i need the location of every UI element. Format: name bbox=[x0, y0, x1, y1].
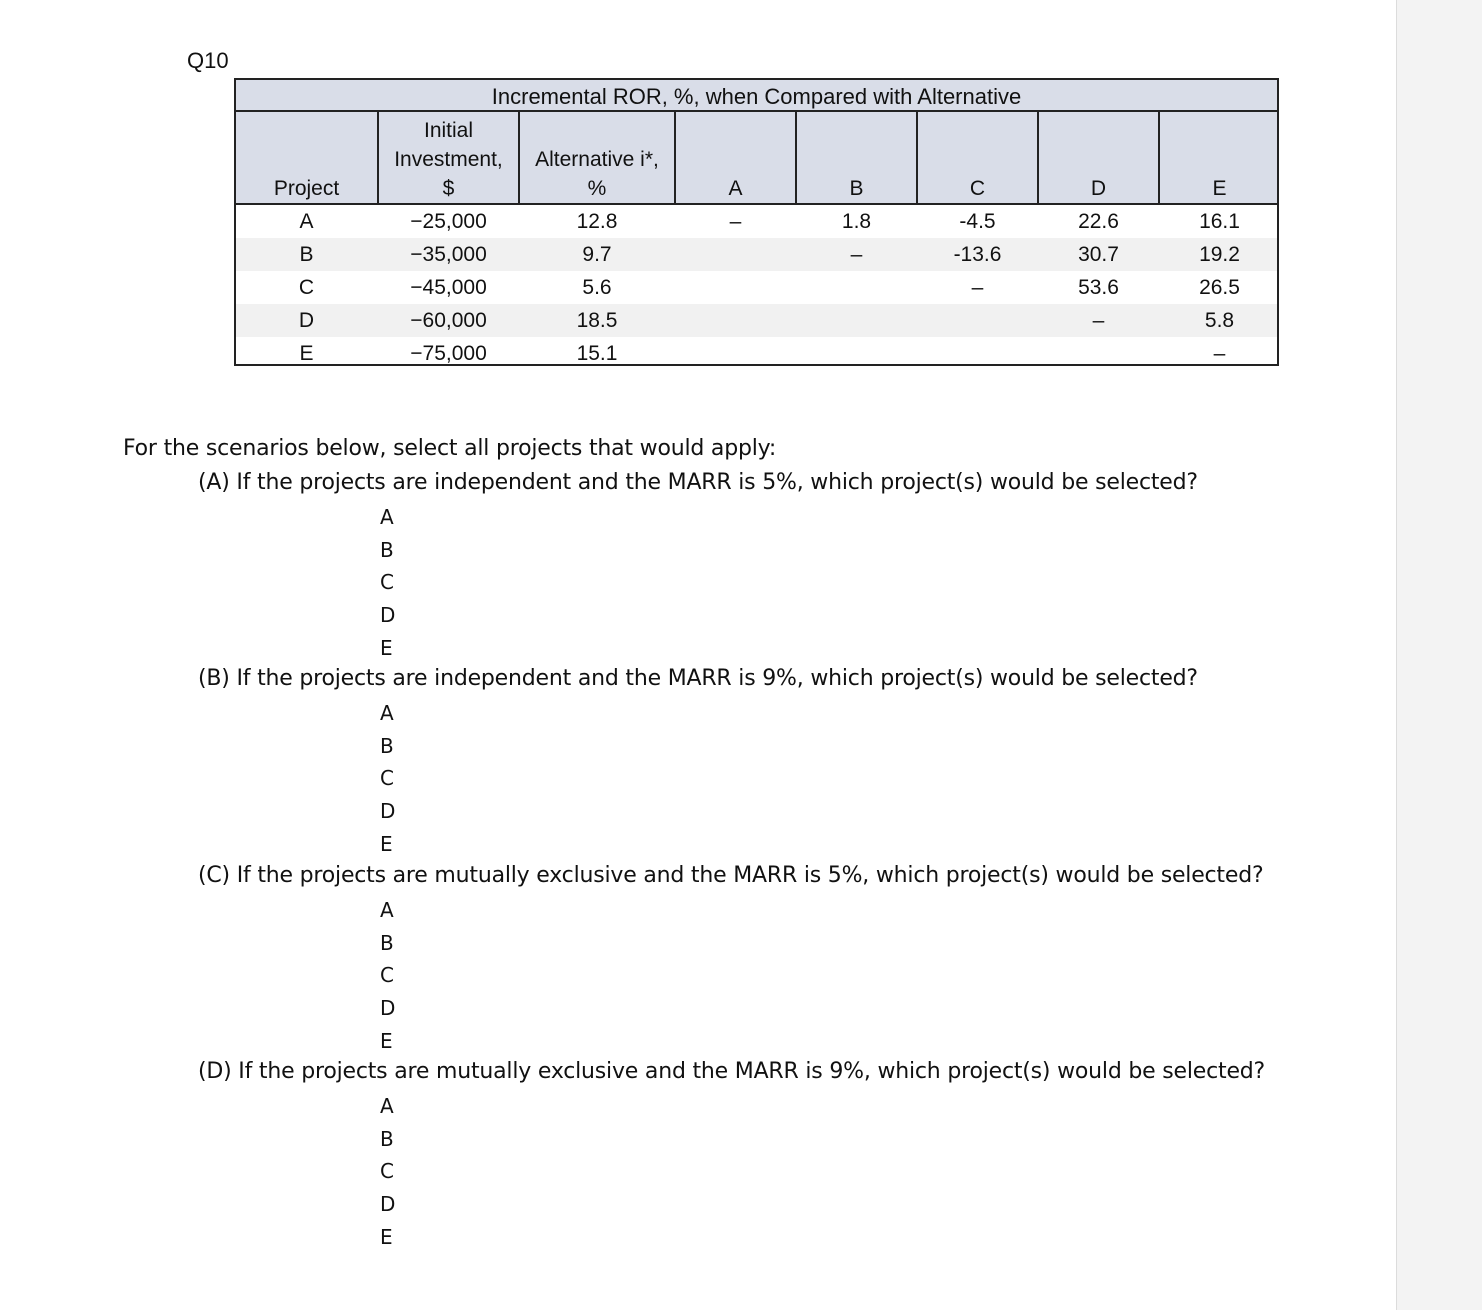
cell-project: D bbox=[298, 309, 315, 332]
answer-option[interactable]: A bbox=[380, 1094, 394, 1118]
cell-incremental-ror: – bbox=[850, 243, 863, 266]
cell-incremental-ror: 22.6 bbox=[1078, 210, 1119, 233]
cell-incremental-ror: 30.7 bbox=[1078, 243, 1119, 266]
cell-incremental-ror bbox=[1039, 337, 1158, 370]
cell-investment: −35,000 bbox=[410, 243, 487, 266]
answer-option[interactable]: E bbox=[380, 831, 393, 856]
answer-option[interactable]: A bbox=[380, 701, 394, 725]
cell-investment: −60,000 bbox=[410, 309, 487, 332]
question-c: (C) If the projects are mutually exclusive and the MARR is 5%, which project(s) would be selected? bbox=[198, 863, 1264, 888]
cell-alt-rate: 12.8 bbox=[576, 210, 618, 233]
answer-option[interactable]: E bbox=[380, 635, 393, 660]
header-col-c: C bbox=[969, 177, 986, 200]
cell-incremental-ror bbox=[676, 304, 795, 337]
table-row bbox=[236, 238, 1277, 271]
side-panel bbox=[1396, 0, 1482, 1310]
cell-incremental-ror: – bbox=[1092, 309, 1105, 332]
cell-incremental-ror: -4.5 bbox=[959, 210, 996, 233]
table-header-row bbox=[236, 112, 1277, 205]
cell-incremental-ror: 26.5 bbox=[1199, 276, 1240, 299]
answer-option[interactable]: C bbox=[380, 766, 394, 791]
answer-option[interactable]: D bbox=[380, 799, 396, 824]
cell-incremental-ror: 5.8 bbox=[1204, 309, 1235, 332]
cell-incremental-ror: 1.8 bbox=[841, 210, 872, 233]
cell-incremental-ror: 53.6 bbox=[1078, 276, 1119, 299]
cell-incremental-ror bbox=[676, 337, 795, 370]
cell-alt-rate: 18.5 bbox=[576, 309, 618, 332]
table-title-row bbox=[236, 80, 1277, 112]
header-col-b: B bbox=[849, 177, 864, 200]
question-a: (A) If the projects are independent and the MARR is 5%, which project(s) would be selected? bbox=[198, 470, 1198, 495]
cell-investment: −45,000 bbox=[410, 276, 487, 299]
header-initial-investment: Initial Investment, $ bbox=[394, 119, 503, 200]
instructions: For the scenarios below, select all projects that would apply: bbox=[123, 436, 777, 461]
answer-option[interactable]: C bbox=[380, 963, 394, 988]
answer-option[interactable]: B bbox=[380, 1126, 394, 1151]
table-title: Incremental ROR, %, when Compared with Alternative bbox=[491, 84, 1022, 109]
table-row bbox=[236, 304, 1277, 337]
header-col-e: E bbox=[1212, 177, 1227, 200]
answer-option[interactable]: C bbox=[380, 1159, 394, 1184]
cell-project: A bbox=[299, 210, 314, 233]
cell-incremental-ror bbox=[797, 271, 916, 304]
cell-alt-rate: 15.1 bbox=[576, 342, 618, 365]
cell-incremental-ror bbox=[676, 271, 795, 304]
cell-project: B bbox=[299, 243, 314, 266]
header-col-a: A bbox=[728, 177, 743, 200]
cell-investment: −75,000 bbox=[410, 342, 487, 365]
answer-option[interactable]: D bbox=[380, 1192, 396, 1217]
answer-option[interactable]: A bbox=[380, 898, 394, 922]
cell-alt-rate: 5.6 bbox=[582, 276, 612, 299]
table-row bbox=[236, 205, 1277, 238]
header-alternative-rate: Alternative i*, % bbox=[535, 148, 659, 200]
header-col-d: D bbox=[1090, 177, 1107, 200]
answer-option[interactable]: B bbox=[380, 733, 394, 758]
question-b: (B) If the projects are independent and the MARR is 9%, which project(s) would be selected? bbox=[198, 666, 1198, 691]
cell-investment: −25,000 bbox=[410, 210, 487, 233]
answer-option[interactable]: D bbox=[380, 603, 396, 628]
cell-incremental-ror: -13.6 bbox=[953, 243, 1002, 266]
question-d: (D) If the projects are mutually exclusive and the MARR is 9%, which project(s) would be selected? bbox=[198, 1059, 1266, 1084]
table-row bbox=[236, 337, 1277, 370]
answer-option[interactable]: D bbox=[380, 996, 396, 1021]
cell-incremental-ror: 19.2 bbox=[1199, 243, 1240, 266]
answer-option[interactable]: E bbox=[380, 1224, 393, 1249]
cell-incremental-ror: – bbox=[1213, 342, 1226, 365]
answer-option[interactable]: B bbox=[380, 930, 394, 955]
cell-incremental-ror: – bbox=[729, 210, 742, 233]
cell-project: C bbox=[298, 276, 315, 299]
cell-incremental-ror bbox=[918, 337, 1037, 370]
answer-option[interactable]: B bbox=[380, 537, 394, 562]
cell-incremental-ror bbox=[676, 238, 795, 271]
cell-project: E bbox=[299, 342, 314, 365]
answer-option[interactable]: E bbox=[380, 1028, 393, 1053]
answer-option[interactable]: A bbox=[380, 505, 394, 529]
cell-incremental-ror bbox=[918, 304, 1037, 337]
answer-option[interactable]: C bbox=[380, 570, 394, 595]
table-row bbox=[236, 271, 1277, 304]
cell-incremental-ror: 16.1 bbox=[1199, 210, 1240, 233]
question-label: Q10 bbox=[187, 48, 229, 73]
header-project: Project bbox=[273, 177, 340, 200]
cell-alt-rate: 9.7 bbox=[582, 243, 612, 266]
ror-table bbox=[234, 78, 1279, 366]
cell-incremental-ror bbox=[797, 304, 916, 337]
cell-incremental-ror bbox=[797, 337, 916, 370]
cell-incremental-ror: – bbox=[971, 276, 984, 299]
